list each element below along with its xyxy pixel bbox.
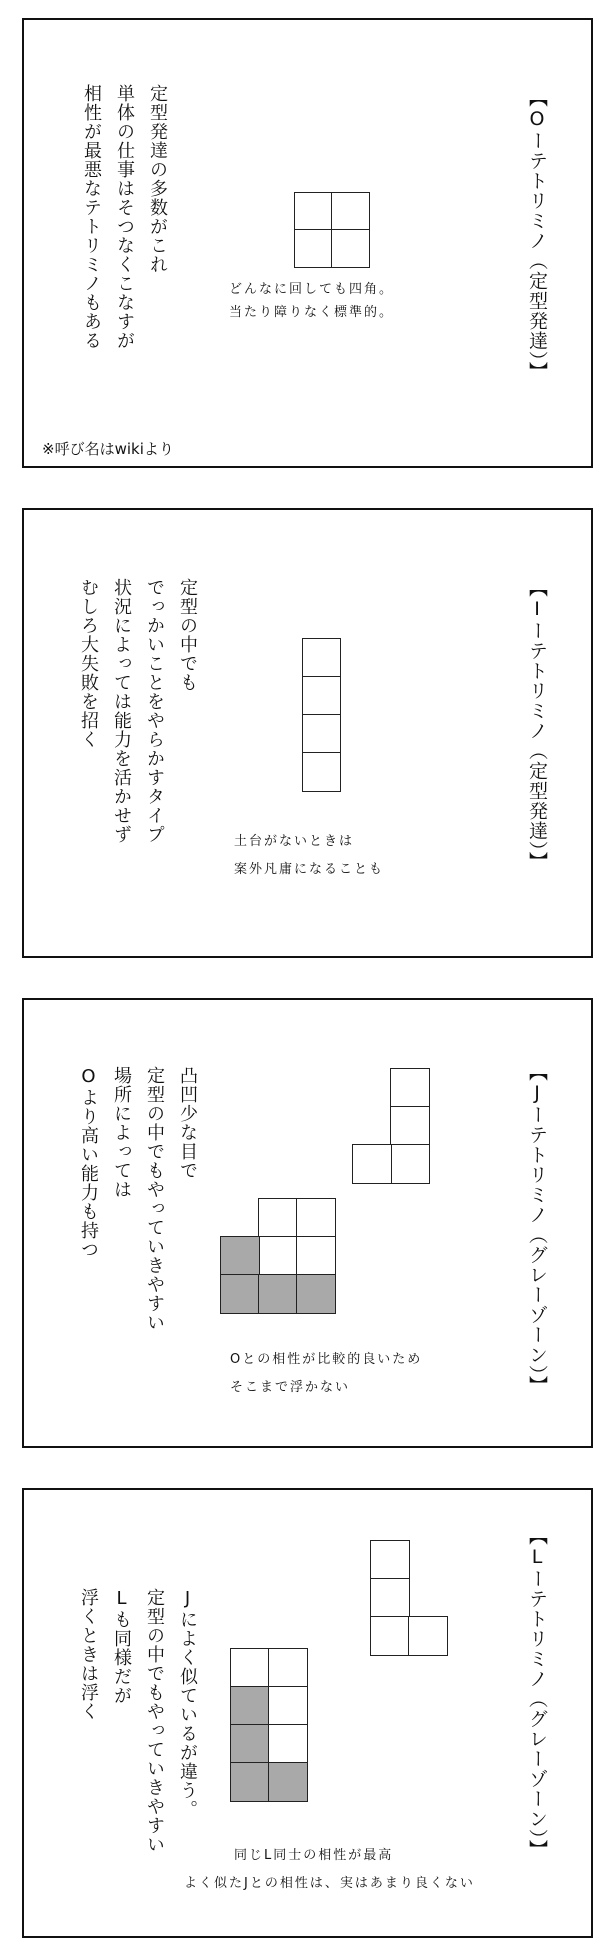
block-cell <box>258 1236 298 1276</box>
caption-line: 当たり障りなく標準的。 <box>229 305 395 320</box>
l-and-l-stack-shape <box>230 1648 308 1802</box>
source-note: ※呼び名はwikiより <box>42 440 174 458</box>
l-tetromino-shape <box>370 1540 448 1656</box>
text-line: Lも同様だが <box>111 1588 132 1705</box>
block-cell <box>294 229 333 268</box>
block-cell <box>408 1616 448 1656</box>
text-line: Oより高い能力も持つ <box>78 1066 99 1259</box>
block-cell <box>268 1686 308 1726</box>
block-cell <box>268 1724 308 1764</box>
text-line: 定型発達の多数がこれ <box>147 84 168 274</box>
caption-line: よく似たJとの相性は、実はあまり良くない <box>184 1876 475 1891</box>
block-cell <box>370 1616 410 1656</box>
block-cell <box>296 1236 336 1276</box>
caption-line: どんなに回しても四角。 <box>229 282 395 297</box>
block-cell <box>370 1578 410 1618</box>
block-cell <box>296 1198 336 1238</box>
block-cell <box>390 1144 430 1184</box>
caption-line: 土台がないときは <box>234 834 355 849</box>
block-cell <box>258 1198 298 1238</box>
filled-block-cell <box>258 1274 298 1314</box>
text-line: Jによく似ているが違う。 <box>177 1588 198 1819</box>
panel-title: 【Oーテトリミノ（定型発達）】 <box>526 88 548 382</box>
caption-line: Oとの相性が比較的良いため <box>230 1352 423 1367</box>
block-cell <box>268 1648 308 1688</box>
caption-line: そこまで浮かない <box>230 1380 351 1395</box>
block-cell <box>331 192 370 231</box>
caption-line: 同じL同士の相性が最高 <box>234 1848 394 1863</box>
text-line: 場所によっては <box>111 1066 132 1199</box>
text-line: 状況によっては能力を活かせず <box>111 578 132 844</box>
block-cell <box>390 1106 430 1146</box>
block-cell <box>390 1068 430 1108</box>
filled-block-cell <box>230 1724 270 1764</box>
panel-title: 【Lーテトリミノ（グレーゾーン）】 <box>526 1526 548 1860</box>
panel-title: 【Iーテトリミノ（定型発達）】 <box>526 578 548 872</box>
panel-l-tetromino <box>22 1488 593 1938</box>
filled-block-cell <box>220 1274 260 1314</box>
text-line: 定型の中でも <box>177 578 198 692</box>
text-line: 浮くときは浮く <box>78 1588 99 1721</box>
block-cell <box>331 229 370 268</box>
panel-i-tetromino <box>22 508 593 958</box>
j-and-o-stack-shape <box>220 1198 336 1314</box>
filled-block-cell <box>296 1274 336 1314</box>
panel-o-tetromino <box>22 18 593 468</box>
text-line: でっかいことをやらかすタイプ <box>144 578 165 844</box>
text-line: 定型の中でもやっていきやすい <box>144 1588 165 1854</box>
text-line: 凸凹少な目で <box>177 1066 198 1180</box>
block-cell <box>370 1540 410 1580</box>
filled-block-cell <box>268 1762 308 1802</box>
block-cell <box>302 752 341 792</box>
j-tetromino-shape <box>352 1068 430 1184</box>
caption-line: 案外凡庸になることも <box>234 862 385 877</box>
filled-block-cell <box>220 1236 260 1276</box>
filled-block-cell <box>230 1686 270 1726</box>
text-line: 定型の中でもやっていきやすい <box>144 1066 165 1332</box>
panel-title: 【Jーテトリミノ（グレーゾーン）】 <box>526 1062 548 1396</box>
block-cell <box>294 192 333 231</box>
panel-j-tetromino <box>22 998 593 1448</box>
o-tetromino-shape <box>294 192 370 268</box>
block-cell <box>230 1648 270 1688</box>
text-line: 単体の仕事はそつなくこなすが <box>114 84 135 350</box>
text-line: 相性が最悪なテトリミノもある <box>81 84 102 350</box>
block-cell <box>352 1144 392 1184</box>
i-tetromino-shape <box>302 638 341 792</box>
filled-block-cell <box>230 1762 270 1802</box>
block-cell <box>302 638 341 678</box>
block-cell <box>302 714 341 754</box>
block-cell <box>302 676 341 716</box>
text-line: むしろ大失敗を招く <box>78 578 99 749</box>
